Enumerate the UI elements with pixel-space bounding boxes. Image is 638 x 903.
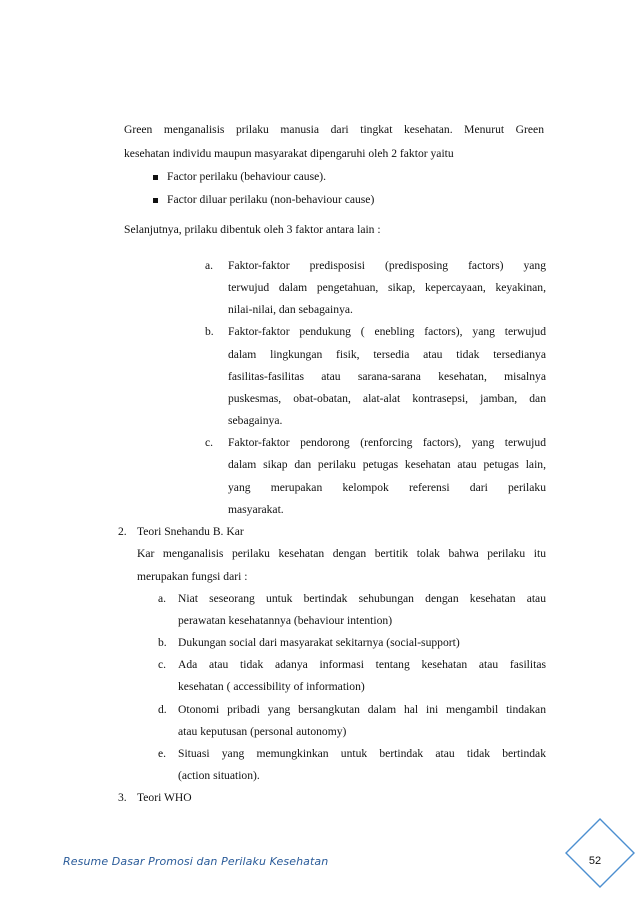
factor-c-line-3: yang merupakan kelompok referensi dari perilaku [228, 481, 546, 494]
bullet-item-behaviour: Factor perilaku (behaviour cause). [167, 170, 327, 183]
kar-a-line-2: perawatan kesehatannya (behaviour intention) [178, 614, 393, 627]
paragraph-three-factors: Selanjutnya, prilaku dibentuk oleh 3 faktor antara lain : [124, 223, 381, 236]
factor-a-line-3: nilai-nilai, dan sebagainya. [228, 303, 353, 316]
factor-a-line-2: terwujud dalam pengetahuan, sikap, kepercayaan, keyakinan, [228, 281, 546, 294]
factor-b-line-3: fasilitas-fasilitas atau sarana-sarana kesehatan, misalnya [228, 370, 546, 383]
section-3-title: Teori WHO [137, 791, 192, 804]
bullet-item-non-behaviour: Factor diluar perilaku (non-behaviour cause) [167, 193, 375, 206]
factor-b-marker: b. [205, 325, 214, 338]
section-2-number: 2. [118, 525, 127, 538]
factor-c-line-4: masyarakat. [228, 503, 284, 516]
kar-a-line-1: Niat seseorang untuk bertindak sehubungan dengan kesehatan atau [178, 592, 546, 605]
page-number-badge-icon [564, 817, 636, 889]
kar-d-line-1: Otonomi pribadi yang bersangkutan dalam hal ini mengambil tindakan [178, 703, 546, 716]
bullet-icon [153, 175, 158, 180]
footer-title: Resume Dasar Promosi dan Perilaku Kesehatan [63, 855, 329, 868]
kar-c-marker: c. [158, 658, 167, 671]
kar-d-marker: d. [158, 703, 167, 716]
factor-b-line-2: dalam lingkungan fisik, tersedia atau tidak tersedianya [228, 348, 546, 361]
kar-b-marker: b. [158, 636, 167, 649]
kar-a-marker: a. [158, 592, 167, 605]
factor-c-line-1: Faktor-faktor pendorong (renforcing factors), yang terwujud [228, 436, 546, 449]
kar-b-line-1: Dukungan social dari masyarakat sekitarnya (social-support) [178, 636, 460, 649]
section-3-number: 3. [118, 791, 127, 804]
kar-c-line-2: kesehatan ( accessibility of information) [178, 680, 365, 693]
kar-c-line-1: Ada atau tidak adanya informasi tentang kesehatan atau fasilitas [178, 658, 546, 671]
factor-c-line-2: dalam sikap dan perilaku petugas kesehatan atau petugas lain, [228, 458, 546, 471]
kar-d-line-2: atau keputusan (personal autonomy) [178, 725, 347, 738]
factor-b-line-5: sebagainya. [228, 414, 283, 427]
bullet-icon [153, 198, 158, 203]
kar-e-marker: e. [158, 747, 167, 760]
kar-e-line-1: Situasi yang memungkinkan untuk bertindak atau tidak bertindak [178, 747, 546, 760]
factor-a-line-1: Faktor-faktor predisposisi (predisposing factors) yang [228, 259, 546, 272]
section-2-intro-line-1: Kar menganalisis perilaku kesehatan dengan bertitik tolak bahwa perilaku itu [137, 547, 546, 560]
paragraph-green-line-1: Green menganalisis prilaku manusia dari tingkat kesehatan. Menurut Green [124, 123, 544, 136]
section-2-title: Teori Snehandu B. Kar [137, 525, 244, 538]
section-2-intro-line-2: merupakan fungsi dari : [137, 570, 248, 583]
page-number: 52 [588, 855, 602, 867]
factor-b-line-1: Faktor-faktor pendukung ( enebling factors), yang terwujud [228, 325, 546, 338]
paragraph-green-line-2: kesehatan individu maupun masyarakat dipengaruhi oleh 2 faktor yaitu [124, 147, 454, 160]
kar-e-line-2: (action situation). [178, 769, 260, 782]
factor-b-line-4: puskesmas, obat-obatan, alat-alat kontrasepsi, jamban, dan [228, 392, 546, 405]
factor-a-marker: a. [205, 259, 214, 272]
factor-c-marker: c. [205, 436, 214, 449]
